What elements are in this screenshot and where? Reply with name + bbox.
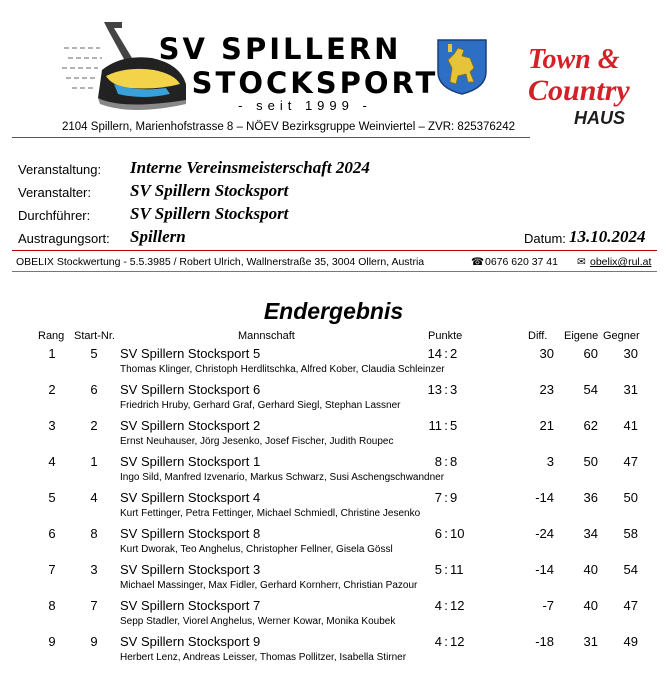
team-cell: SV Spillern Stocksport 7 bbox=[120, 598, 261, 613]
points-separator: : bbox=[444, 634, 448, 649]
diff-cell: 3 bbox=[546, 454, 554, 469]
points-separator: : bbox=[444, 598, 448, 613]
header-start: Start-Nr. bbox=[74, 330, 115, 342]
points-lost-cell: 9 bbox=[450, 490, 458, 505]
players-cell: Kurt Dworak, Teo Anghelus, Christopher Fellner, Gisela Gössl bbox=[120, 544, 393, 555]
players-cell: Ernst Neuhauser, Jörg Jesenko, Josef Fischer, Judith Roupec bbox=[120, 436, 394, 447]
opp-cell: 30 bbox=[623, 346, 638, 361]
opp-cell: 47 bbox=[623, 598, 638, 613]
table-row bbox=[0, 490, 667, 526]
diff-cell: 21 bbox=[539, 418, 554, 433]
team-cell: SV Spillern Stocksport 4 bbox=[120, 490, 261, 505]
email-icon: ✉ bbox=[577, 256, 586, 268]
austragungsort-label: Austragungsort: bbox=[18, 231, 110, 246]
header-eigene: Eigene bbox=[564, 330, 599, 342]
start-cell: 8 bbox=[90, 526, 98, 541]
rank-cell: 1 bbox=[48, 346, 56, 361]
info-divider bbox=[12, 250, 657, 251]
table-row bbox=[0, 562, 667, 598]
start-cell: 5 bbox=[90, 346, 98, 361]
points-separator: : bbox=[444, 346, 448, 361]
own-cell: 40 bbox=[583, 598, 598, 613]
points-lost-cell: 12 bbox=[450, 598, 465, 613]
header-punkte: Punkte bbox=[428, 330, 463, 342]
points-separator: : bbox=[444, 562, 448, 577]
diff-cell: -18 bbox=[535, 634, 554, 649]
points-won-cell: 8 bbox=[434, 454, 442, 469]
results-title: Endergebnis bbox=[263, 298, 404, 324]
points-won-cell: 14 bbox=[427, 346, 442, 361]
opp-cell: 58 bbox=[623, 526, 638, 541]
rank-cell: 4 bbox=[48, 454, 56, 469]
durchfuehrer-label: Durchführer: bbox=[18, 208, 91, 223]
points-separator: : bbox=[444, 382, 448, 397]
austragungsort-value: Spillern bbox=[130, 227, 186, 246]
header-divider bbox=[12, 137, 530, 138]
players-cell: Ingo Sild, Manfred Izvenario, Markus Schwarz, Susi Aschengschwandner bbox=[120, 472, 445, 483]
header-rang: Rang bbox=[38, 330, 65, 342]
opp-cell: 49 bbox=[623, 634, 638, 649]
own-cell: 60 bbox=[583, 346, 598, 361]
points-won-cell: 5 bbox=[434, 562, 442, 577]
header-diff: Diff. bbox=[528, 330, 548, 342]
coat-of-arms-icon bbox=[436, 38, 488, 96]
svg-text:Country: Country bbox=[528, 74, 630, 107]
opp-cell: 41 bbox=[623, 418, 638, 433]
points-lost-cell: 2 bbox=[450, 346, 458, 361]
points-separator: : bbox=[444, 418, 448, 433]
phone-icon: ☎ bbox=[471, 256, 485, 268]
email-link[interactable]: obelix@rul.at bbox=[590, 256, 652, 268]
durchfuehrer-value: SV Spillern Stocksport bbox=[130, 204, 289, 223]
datum-value: 13.10.2024 bbox=[569, 227, 646, 246]
points-won-cell: 4 bbox=[434, 634, 442, 649]
players-cell: Kurt Fettinger, Petra Fettinger, Michael Schmiedl, Christine Jesenko bbox=[120, 508, 421, 519]
opp-cell: 31 bbox=[623, 382, 638, 397]
rank-cell: 6 bbox=[48, 526, 56, 541]
points-won-cell: 11 bbox=[428, 418, 442, 433]
team-cell: SV Spillern Stocksport 8 bbox=[120, 526, 261, 541]
club-name-line2: STOCKSPORT bbox=[191, 66, 439, 100]
phone-number: 0676 620 37 41 bbox=[485, 256, 558, 268]
software-credit: OBELIX Stockwertung - 5.5.3985 / Robert Ulrich, Wallnerstraße 35, 3004 Ollern, Austria bbox=[16, 256, 425, 268]
start-cell: 2 bbox=[90, 418, 98, 433]
points-lost-cell: 11 bbox=[450, 562, 464, 577]
veranstalter-label: Veranstalter: bbox=[18, 185, 91, 200]
points-lost-cell: 8 bbox=[450, 454, 458, 469]
header-team: Mannschaft bbox=[238, 330, 295, 342]
points-lost-cell: 10 bbox=[450, 526, 465, 541]
points-separator: : bbox=[444, 454, 448, 469]
own-cell: 50 bbox=[583, 454, 598, 469]
table-row bbox=[0, 346, 667, 382]
start-cell: 3 bbox=[90, 562, 98, 577]
datum-label: Datum: bbox=[524, 231, 566, 246]
players-cell: Herbert Lenz, Andreas Leisser, Thomas Pollitzer, Isabella Stirner bbox=[120, 652, 407, 663]
start-cell: 6 bbox=[90, 382, 98, 397]
table-row bbox=[0, 418, 667, 454]
town-country-haus-logo bbox=[524, 38, 654, 128]
points-won-cell: 7 bbox=[434, 490, 442, 505]
players-cell: Thomas Klinger, Christoph Herdlitschka, Alfred Kober, Claudia Schleinzer bbox=[120, 364, 445, 375]
rank-cell: 7 bbox=[48, 562, 56, 577]
points-won-cell: 4 bbox=[434, 598, 442, 613]
table-row bbox=[0, 634, 667, 670]
diff-cell: -14 bbox=[535, 490, 554, 505]
start-cell: 1 bbox=[90, 454, 98, 469]
rank-cell: 8 bbox=[48, 598, 56, 613]
team-cell: SV Spillern Stocksport 3 bbox=[120, 562, 261, 577]
diff-cell: -14 bbox=[535, 562, 554, 577]
points-lost-cell: 5 bbox=[450, 418, 458, 433]
own-cell: 62 bbox=[583, 418, 598, 433]
club-since: - seit 1999 - bbox=[238, 98, 372, 113]
players-cell: Sepp Stadler, Viorel Anghelus, Werner Kowar, Monika Koubek bbox=[120, 616, 396, 627]
club-address: 2104 Spillern, Marienhofstrasse 8 – NÖEV Bezirksgruppe Weinviertel – ZVR: 825376242 bbox=[62, 121, 515, 133]
points-separator: : bbox=[444, 526, 448, 541]
rank-cell: 2 bbox=[48, 382, 56, 397]
rank-cell: 5 bbox=[48, 490, 56, 505]
players-cell: Friedrich Hruby, Gerhard Graf, Gerhard Siegl, Stephan Lassner bbox=[120, 400, 401, 411]
club-name-line1: SV SPILLERN bbox=[158, 32, 402, 66]
diff-cell: 30 bbox=[539, 346, 554, 361]
table-row bbox=[0, 526, 667, 562]
points-separator: : bbox=[444, 490, 448, 505]
team-cell: SV Spillern Stocksport 9 bbox=[120, 634, 261, 649]
diff-cell: 23 bbox=[539, 382, 554, 397]
start-cell: 9 bbox=[90, 634, 98, 649]
own-cell: 54 bbox=[583, 382, 598, 397]
veranstalter-value: SV Spillern Stocksport bbox=[130, 181, 289, 200]
start-cell: 4 bbox=[90, 490, 98, 505]
team-cell: SV Spillern Stocksport 6 bbox=[120, 382, 261, 397]
opp-cell: 54 bbox=[623, 562, 638, 577]
diff-cell: -7 bbox=[542, 598, 554, 613]
svg-text:HAUS: HAUS bbox=[574, 108, 626, 128]
rank-cell: 3 bbox=[48, 418, 56, 433]
own-cell: 34 bbox=[583, 526, 598, 541]
points-won-cell: 13 bbox=[427, 382, 442, 397]
header-gegner: Gegner bbox=[603, 330, 640, 342]
svg-text:Town &: Town & bbox=[528, 44, 620, 75]
points-lost-cell: 12 bbox=[450, 634, 465, 649]
own-cell: 36 bbox=[583, 490, 598, 505]
team-cell: SV Spillern Stocksport 1 bbox=[120, 454, 261, 469]
veranstaltung-value: Interne Vereinsmeisterschaft 2024 bbox=[130, 158, 370, 177]
table-row bbox=[0, 598, 667, 634]
team-cell: SV Spillern Stocksport 2 bbox=[120, 418, 261, 433]
own-cell: 40 bbox=[583, 562, 598, 577]
start-cell: 7 bbox=[90, 598, 98, 613]
points-won-cell: 6 bbox=[434, 526, 442, 541]
own-cell: 31 bbox=[583, 634, 598, 649]
team-cell: SV Spillern Stocksport 5 bbox=[120, 346, 261, 361]
diff-cell: -24 bbox=[535, 526, 554, 541]
rank-cell: 9 bbox=[48, 634, 56, 649]
opp-cell: 47 bbox=[623, 454, 638, 469]
opp-cell: 50 bbox=[623, 490, 638, 505]
footer-divider bbox=[12, 271, 657, 272]
table-row bbox=[0, 382, 667, 418]
points-lost-cell: 3 bbox=[450, 382, 458, 397]
players-cell: Michael Massinger, Max Fidler, Gerhard Kornherr, Christian Pazour bbox=[120, 580, 418, 591]
table-row bbox=[0, 454, 667, 490]
veranstaltung-label: Veranstaltung: bbox=[18, 162, 102, 177]
